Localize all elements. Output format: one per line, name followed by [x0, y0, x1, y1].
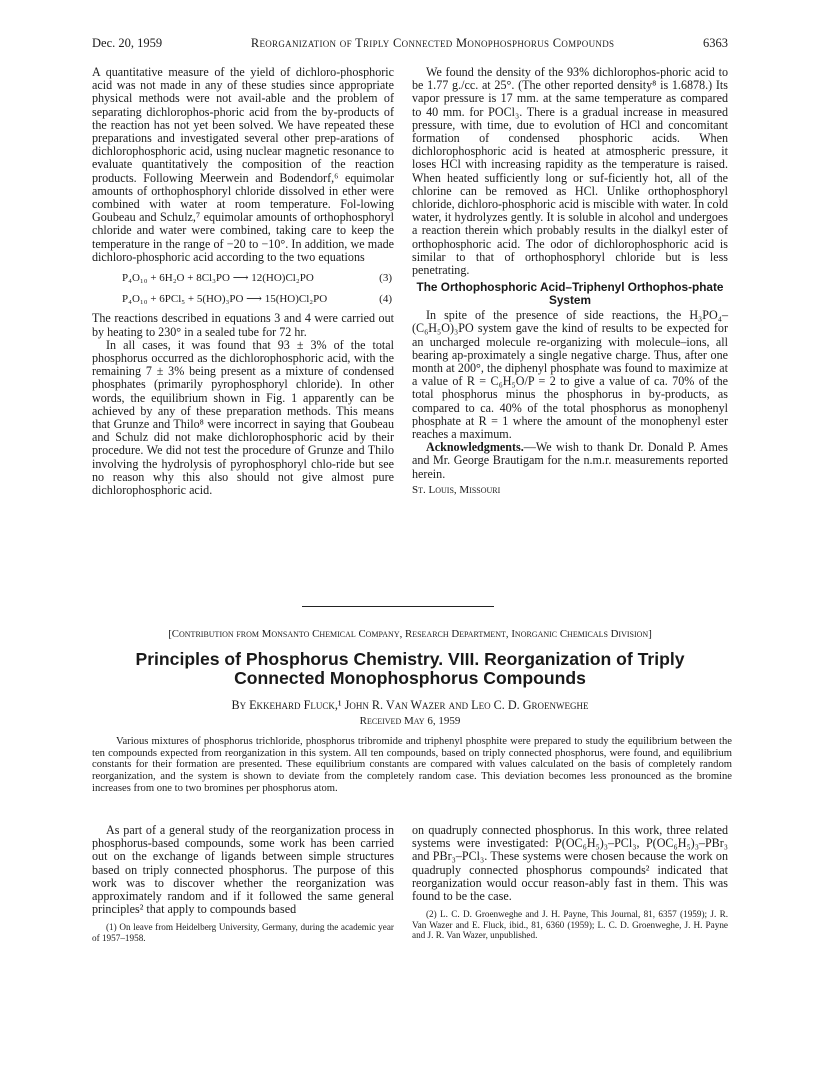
section-divider — [302, 606, 494, 607]
paragraph: The reactions described in equations 3 and 4 were carried out by heating to 230° in a sealed tube for 72 hr. — [92, 311, 394, 339]
running-header — [92, 36, 728, 54]
paragraph: In all cases, it was found that 93 ± 3% of the total phosphorus occurred as the dichlorophosphoric acid, with the remaining 7 ± 3% being present as a mixture of condensed phosphates (primarily pyrophosphoryl chloride). In other words, the equilibrium shown in Fig. 1 apparently can be achieved by any of these preparation methods. This means that Grunze and Thilo⁸ were incorrect in saying that Goubeau and Schulz did not make dichlorophosphoric acid by their procedure. We did not test the procedure of Grunze and Thilo involving the hydrolysis of pyrophosphoryl chlo-ride but see no reason why this also should not give almost pure dichlorophosphoric acid. — [92, 337, 394, 498]
lower-right-column — [412, 824, 728, 941]
footnote-1 — [92, 922, 394, 943]
upper-right-column — [412, 66, 728, 497]
equation-number: (4) — [379, 293, 392, 306]
equation-text: P₄O₁₀ + 6H₂O + 8Cl₃PO ⟶ 12(HO)Cl₂PO — [122, 272, 314, 285]
received-date: Received May 6, 1959 — [359, 715, 461, 727]
acknowledgments-text: —We wish to thank Dr. Donald P. Ames and Mr. George Brautigam for the n.m.r. measurements reported herein. — [412, 440, 728, 481]
abstract — [92, 736, 732, 795]
abstract-text: Various mixtures of phosphorus trichloride, phosphorus tribromide and triphenyl phosphite were prepared to study the equilibrium between the ten compounds expected from reorganization in this system. All ten compounds, based on triply connected phosphorus, were found, and equilibrium constants for their formation are presented. These equilibrium constants are compared with values calculated on the basis of completely random reorganization, and the system is shown to deviate from the completely random case. This deviation becomes less pronounced as the bromine increases from one to two bromines per phosphorus atom. — [92, 736, 732, 794]
equation-4 — [122, 293, 394, 306]
upper-left-column — [92, 66, 394, 497]
equation-text: P₄O₁₀ + 6PCl₅ + 5(HO)₃PO ⟶ 15(HO)Cl₂PO — [122, 293, 328, 306]
header-date: Dec. 20, 1959 — [92, 36, 163, 50]
contribution-line: [Contribution from Monsanto Chemical Company, Research Department, Inorganic Chemicals Division] — [168, 628, 652, 640]
paragraph: As part of a general study of the reorganization process in phosphorus-based compounds, some work has been carried out on the exchange of ligands between simple structures based on triply connected phosphorus. The purpose of this work was to discover whether the reorganization was approximately random and if it followed the same general principles² that apply to compounds based — [92, 823, 394, 917]
paragraph: on quadruply connected phosphorus. In this work, three related systems were investigated: P(OC₆H₅)₃–PCl₃, P(OC₆H₅)₃–PBr₃ and PBr₃–PCl₃. These systems were chosen because the work on quadruply connected phosphorus compounds² indicated that reorganization would occur reason-ably fast in them. This was found to be the case. — [412, 823, 728, 904]
lower-left-column — [92, 824, 394, 944]
header-page-number: 6363 — [702, 36, 728, 50]
footnote-text: (1) On leave from Heidelberg University, Germany, during the academic year of 1957–1958. — [92, 922, 394, 944]
location: St. Louis, Missouri — [412, 483, 501, 496]
header-running-title: Reorganization of Triply Connected Monophosphorus Compounds — [250, 36, 615, 50]
footnote-text: (2) L. C. D. Groenweghe and J. H. Payne, This Journal, 81, 6357 (1959); J. R. Van Wazer and E. Fluck, ibid., 81, 6360 (1959); L. C. D. Groenweghe, J. H. Payne and J. R. Van Wazer, unpublished. — [412, 909, 728, 941]
acknowledgments-label: Acknowledgments. — [426, 440, 524, 455]
paragraph: A quantitative measure of the yield of dichloro-phosphoric acid was not made in any of these studies since appropriate physical methods were not avail-able and the problem of separating dichlorophos-phoric acid from the by-products of the reaction has not yet been solved. We have repeated these preparations and investigated several other prep-arations of dichlorophosphoric acid, using nuclear magnetic resonance to evaluate quantitatively the composition of the reaction products. Following Meerwein and Bodendorf,⁶ equimolar amounts of orthophosphoryl chloride dissolved in ether were combined with water at room temperature. Fol-lowing Goubeau and Schulz,⁷ equimolar amounts of orthophosphoryl chloride and water were combined, taking care to keep the temperature in the range of −20 to −10°. In addition, we made dichloro-phosphoric acid according to the two equations — [92, 65, 394, 264]
equation-3 — [122, 272, 394, 285]
paragraph: We found the density of the 93% dichlorophos-phoric acid to be 1.77 g./cc. at 25°. (The other reported density⁸ is 1.6878.) Its vapor pressure is 17 mm. at the same temperature as compared to 40 mm. for POCl₃. There is a gradual increase in measured pressure, with time, due to evolution of HCl and concomitant formation of condensed phosphoric acids. When dichlorophosphoric acid is heated at atmospheric pressure, it loses HCl with increasing rapidity as the temperature is raised. When heated sufficiently long or suf-ficiently hot, all of the chlorine can be removed as HCl. Unlike orthophosphoryl chloride, dichloro-phosphoric acid is miscible with water. In cold water, it hydrolyzes gently. It is soluble in alcohol and undergoes a reaction therein which probably results in the dialkyl ester of orthophosphoric acid. The odor of dichlorophosphoric acid is similar to that of orthophosphoryl chloride but is less penetrating. — [412, 65, 728, 278]
section-heading: The Orthophosphoric Acid–Triphenyl Orthophos-phate System — [416, 280, 724, 308]
footnote-2 — [412, 909, 728, 941]
article-title: Principles of Phosphorus Chemistry. VIII. Reorganization of Triply Connected Monophosphorus Compounds — [135, 649, 685, 688]
equation-number: (3) — [379, 272, 392, 285]
article-authors: By Ekkehard Fluck,¹ John R. Van Wazer and Leo C. D. Groenweghe — [231, 698, 589, 712]
paragraph: In spite of the presence of side reactions, the H₃PO₄–(C₆H₅O)₃PO system gave the kind of results to be expected for an uncharged molecule re-organizing with molecule–ions, all bearing ap-proximately a single negative charge. Thus, after one month at 200°, the diphenyl phosphate was found to maximize at a value of R = C₆H₅O/P = 2 to give a value of ca. 70% of the total phosphorus minus the phosphorus in by-products, as compared to ca. 40% of the total phosphorus as monophenyl phosphate at R = 1 where the amount of the monophenyl ester reaches a maximum. — [412, 308, 728, 442]
acknowledgments-paragraph — [412, 441, 728, 481]
